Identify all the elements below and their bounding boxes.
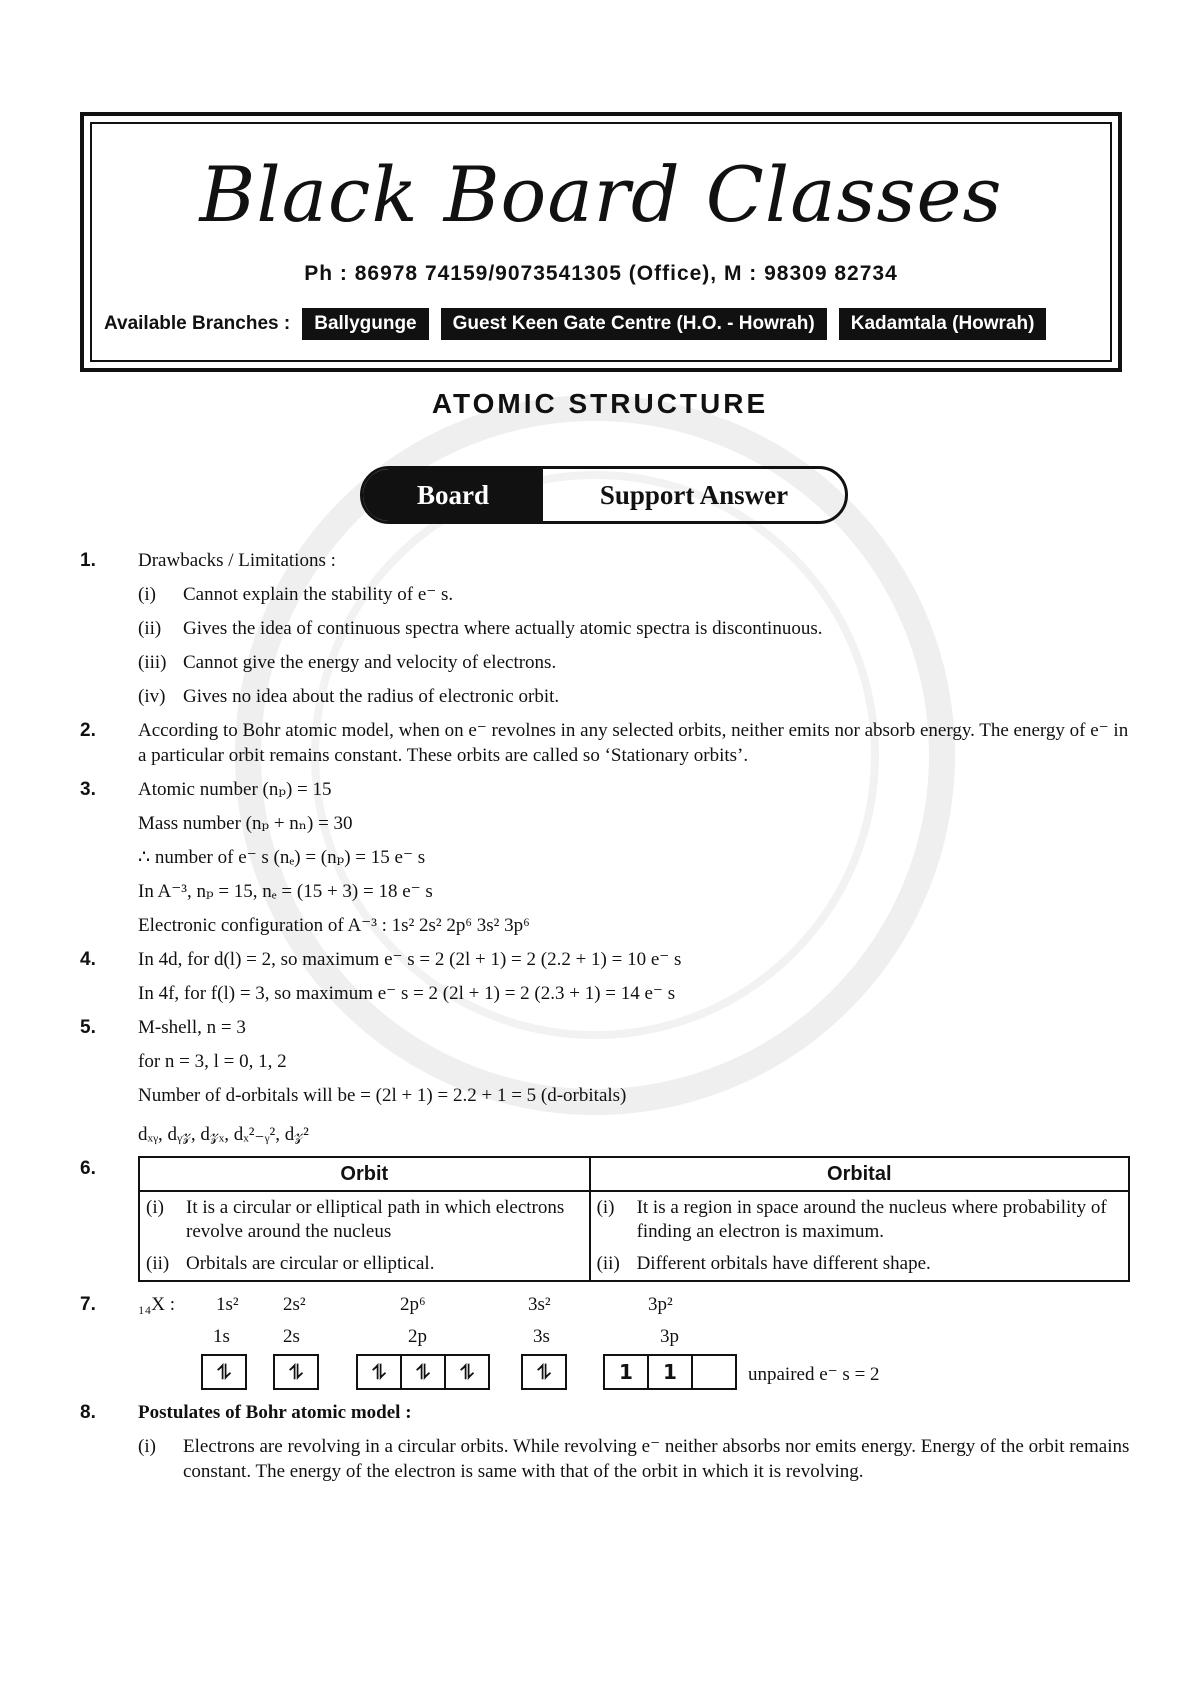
q2-text: According to Bohr atomic model, when on e⁻ revolnes in any selected orbits, neither emits nor absorb energy. The energy of e⁻ in a particular orbit remains constant. These orbits are called so ‘Stationary orbits’. (138, 720, 1129, 766)
question-number: 8. (80, 1402, 96, 1423)
item-text: Gives the idea of continuous spectra where actually atomic spectra is discontinuous. (183, 618, 823, 639)
q1-item (138, 650, 1130, 675)
config-2p: 2p⁶ (400, 1294, 426, 1315)
question-number: 2. (80, 720, 96, 741)
q5-orbitals: dₓᵧ, dᵧ𝓏, d𝓏ₓ, dₓ²₋ᵧ², d𝓏² (138, 1124, 309, 1145)
label-3s: 3s (533, 1326, 550, 1347)
item-numeral: (i) (138, 1436, 156, 1457)
table-cell (139, 1248, 590, 1281)
paired-electrons: ⥮ (459, 1359, 475, 1384)
config-3p: 3p² (648, 1294, 673, 1315)
unpaired-electron: 1 (605, 1356, 649, 1388)
page-title: ATOMIC STRUCTURE (431, 388, 769, 419)
branches-row (104, 308, 1046, 340)
q8-heading: Postulates of Bohr atomic model : (138, 1402, 412, 1423)
item-numeral: (i) (596, 1197, 615, 1218)
branch-guest-keen: Guest Keen Gate Centre (H.O. - Howrah) (441, 308, 827, 340)
board-support-banner (360, 466, 848, 524)
q4-line: In 4d, for d(l) = 2, so maximum e⁻ s = 2 (2l + 1) = 2 (2.2 + 1) = 10 e⁻ s (138, 949, 682, 970)
item-text: Cannot explain the stability of e⁻ s. (183, 584, 454, 605)
phone-line: Ph : 86978 74159/9073541305 (Office), M : 98309 82734 (304, 262, 898, 285)
box-3s (521, 1354, 567, 1390)
question-number: 4. (80, 949, 96, 970)
banner-board-label: Board (363, 469, 543, 521)
paired-electrons: ⥮ (216, 1359, 232, 1384)
box-2s (273, 1354, 319, 1390)
unpaired-count: unpaired e⁻ s = 2 (748, 1364, 880, 1385)
item-numeral: (ii) (596, 1253, 620, 1274)
q3-line: ∴ number of e⁻ s (nₑ) = (nₚ) = 15 e⁻ s (138, 847, 426, 868)
table-header-orbital: Orbital (590, 1157, 1129, 1191)
item-numeral: (i) (138, 584, 156, 605)
question-7 (80, 1292, 1130, 1394)
q3-line: Mass number (nₚ + nₙ) = 30 (138, 813, 353, 834)
unpaired-electron: 1 (649, 1356, 693, 1388)
question-number: 5. (80, 1017, 96, 1038)
branches-label: Available Branches : (104, 313, 291, 334)
config-3s: 3s² (528, 1294, 551, 1315)
branch-ballygunge: Ballygunge (302, 308, 428, 340)
paired-electrons: ⥮ (358, 1356, 402, 1388)
answers-content (80, 548, 1130, 1493)
label-1s: 1s (213, 1326, 230, 1347)
box-2p (356, 1354, 490, 1390)
paired-electrons: ⥮ (402, 1356, 446, 1388)
q1-text: Drawbacks / Limitations : (138, 550, 336, 571)
paired-electrons: ⥮ (536, 1359, 552, 1384)
branch-kadamtala: Kadamtala (Howrah) (839, 308, 1047, 340)
item-numeral: (iii) (138, 652, 167, 673)
cell-text: It is a region in space around the nucleus where probability of finding an electron is maximum. (636, 1197, 1107, 1242)
banner-support-label: Support Answer (599, 479, 789, 510)
label-3p: 3p (660, 1326, 679, 1347)
item-numeral: (i) (146, 1197, 164, 1218)
q1-item (138, 684, 1130, 709)
paired-electrons: ⥮ (288, 1359, 304, 1384)
table-header-orbit: Orbit (139, 1157, 590, 1191)
q4-line: In 4f, for f(l) = 3, so maximum e⁻ s = 2 (2l + 1) = 2 (2.3 + 1) = 14 e⁻ s (138, 983, 676, 1004)
item-text: Electrons are revolving in a circular orbits. While revolving e⁻ neither absorbs nor emits energy. Energy of the orbit remains constant. The energy of the electron is same with that of the orbit in which it is revolving. (183, 1436, 1130, 1482)
question-2 (80, 718, 1130, 768)
header-inner-border (90, 122, 1112, 362)
question-8 (80, 1400, 1130, 1484)
config-2s: 2s² (283, 1294, 306, 1315)
question-number: 7. (80, 1294, 96, 1315)
table-cell (590, 1248, 1129, 1281)
item-numeral: (ii) (138, 618, 162, 639)
question-5 (80, 1015, 1130, 1147)
table-cell (590, 1191, 1129, 1248)
table-cell (139, 1191, 590, 1248)
box-1s (201, 1354, 247, 1390)
question-3 (80, 777, 1130, 938)
q8-item (138, 1434, 1130, 1484)
question-6 (80, 1156, 1130, 1282)
cell-text: Different orbitals have different shape. (636, 1253, 931, 1274)
item-text: Cannot give the energy and velocity of electrons. (183, 652, 557, 673)
orbital-box-diagram (138, 1324, 1130, 1394)
question-4 (80, 947, 1130, 1006)
item-numeral: (ii) (146, 1253, 170, 1274)
label-2p: 2p (408, 1326, 427, 1347)
question-number: 3. (80, 779, 96, 800)
question-number: 1. (80, 550, 96, 571)
q1-item (138, 582, 1130, 607)
header-box (80, 112, 1122, 372)
cell-text: Orbitals are circular or elliptical. (186, 1253, 435, 1274)
empty-orbital (693, 1356, 735, 1388)
cell-text: It is a circular or elliptical path in which electrons revolve around the nucleus (186, 1197, 565, 1242)
element-symbol: ₁₄X : (138, 1294, 175, 1315)
q3-line: In A⁻³, nₚ = 15, nₑ = (15 + 3) = 18 e⁻ s (138, 881, 433, 902)
q1-item (138, 616, 1130, 641)
brand-title: Black Board Classes (199, 150, 1003, 239)
q5-line: Number of d-orbitals will be = (2l + 1) = 2.2 + 1 = 5 (d-orbitals) (138, 1085, 627, 1106)
electron-config-row (138, 1292, 1130, 1324)
item-numeral: (iv) (138, 686, 166, 707)
label-2s: 2s (283, 1326, 300, 1347)
q5-line: for n = 3, l = 0, 1, 2 (138, 1051, 287, 1072)
question-number: 6. (80, 1158, 96, 1179)
q5-line: M-shell, n = 3 (138, 1017, 246, 1038)
question-1 (80, 548, 1130, 709)
q3-line: Atomic number (nₚ) = 15 (138, 779, 332, 800)
orbit-orbital-table (138, 1156, 1130, 1282)
box-3p (603, 1354, 737, 1390)
item-text: Gives no idea about the radius of electronic orbit. (183, 686, 560, 707)
q3-line: Electronic configuration of A⁻³ : 1s² 2s² 2p⁶ 3s² 3p⁶ (138, 915, 530, 936)
config-1s: 1s² (216, 1294, 239, 1315)
